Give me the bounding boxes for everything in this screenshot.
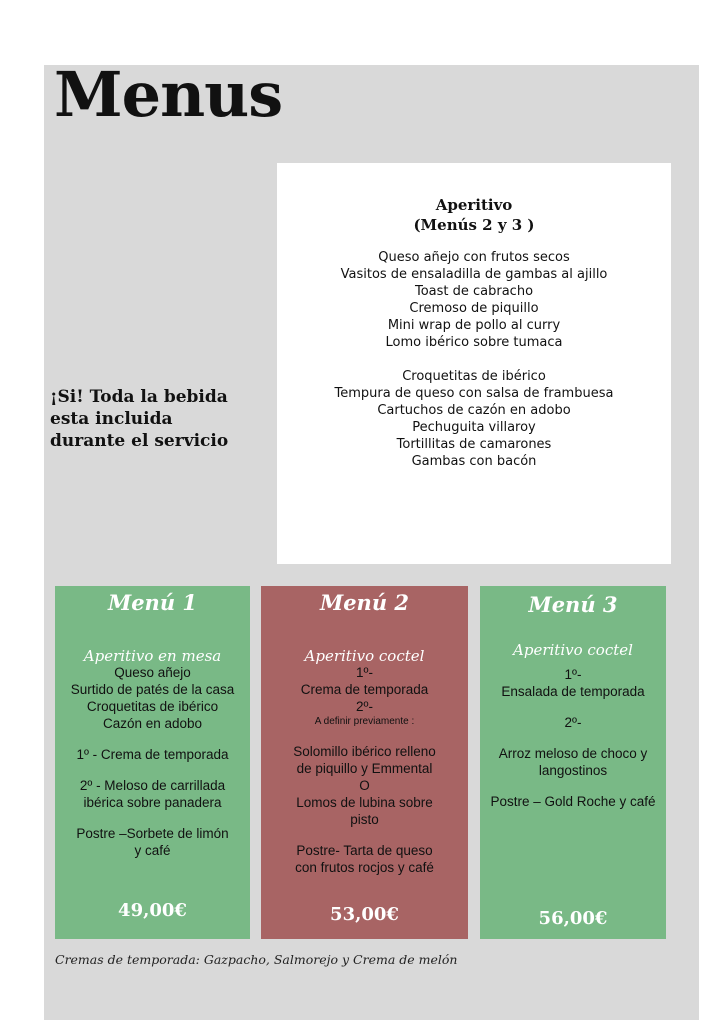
menu-line: 1º - Crema de temporada	[76, 747, 229, 762]
menu-spacer	[261, 828, 468, 842]
menu-card-body	[261, 664, 468, 876]
menu-spacer	[55, 732, 250, 746]
menu-line: Crema de temporada	[300, 682, 429, 697]
menu-card-3	[480, 586, 666, 939]
menu-line: Postre – Gold Roche y café	[490, 794, 656, 809]
footnote: Cremas de temporada: Gazpacho, Salmorejo y Crema de melón	[55, 952, 458, 967]
menu-line: Arroz meloso de choco y	[498, 746, 648, 761]
aperitivo-item: Mini wrap de pollo al curry	[387, 318, 561, 333]
menu-spacer	[261, 729, 468, 743]
menu-line: 2º - Meloso de carrillada	[79, 778, 226, 793]
menu-spacer	[480, 731, 666, 745]
menu-line: Cazón en adobo	[102, 716, 203, 731]
aperitivo-spacer	[277, 351, 671, 368]
menu-card-2	[261, 586, 468, 939]
menu-line: Surtido de patés de la casa	[70, 682, 235, 697]
menu-line: ibérica sobre panadera	[83, 795, 222, 810]
menu-card-subtitle: Aperitivo en mesa	[83, 647, 222, 665]
menu-line: de piquillo y Emmental	[296, 761, 433, 776]
aperitivo-item: Lomo ibérico sobre tumaca	[385, 335, 563, 350]
aperitivo-item: Queso añejo con frutos secos	[378, 250, 570, 265]
menu-line: 1º-	[564, 667, 582, 682]
menu-line: Croquetitas de ibérico	[86, 699, 219, 714]
menu-line: A definir previamente :	[314, 716, 415, 727]
menu-line: O	[359, 778, 370, 793]
menu-line: Queso añejo	[114, 665, 191, 680]
aperitivo-item: Tempura de queso con salsa de frambuesa	[334, 386, 614, 401]
aperitivo-heading	[277, 195, 671, 235]
menu-line: Postre –Sorbete de limón	[76, 826, 229, 841]
menu-price: 49,00€	[118, 900, 187, 921]
menu-spacer	[55, 763, 250, 777]
menu-spacer	[480, 779, 666, 793]
page-title: Menus	[54, 58, 283, 131]
menu-card-1	[55, 586, 250, 939]
menu-line: Ensalada de temporada	[501, 684, 645, 699]
menu-line: 1º-	[356, 665, 373, 680]
aperitivo-item: Cremoso de piquillo	[409, 301, 539, 316]
aperitivo-item: Toast de cabracho	[414, 284, 534, 299]
menu-card-body	[55, 664, 250, 859]
aperitivo-title: Aperitivo	[435, 196, 513, 214]
menu-line: y café	[134, 843, 171, 858]
menu-line: con frutos rocjos y café	[295, 860, 434, 875]
menu-line: Postre- Tarta de queso	[296, 843, 433, 858]
aperitivo-item: Cartuchos de cazón en adobo	[377, 403, 571, 418]
menu-price: 53,00€	[330, 904, 399, 925]
aperitivo-item: Pechuguita villaroy	[412, 420, 536, 435]
menu-card-subtitle: Aperitivo coctel	[304, 647, 425, 665]
menu-line: langostinos	[538, 763, 608, 778]
aperitivo-item: Gambas con bacón	[411, 454, 537, 469]
aperitivo-item: Vasitos de ensaladilla de gambas al ajillo	[340, 267, 608, 282]
menu-line: Solomillo ibérico relleno	[293, 744, 436, 759]
aperitivo-box	[277, 163, 671, 564]
menu-spacer	[55, 811, 250, 825]
aperitivo-item: Tortillitas de camarones	[396, 437, 552, 452]
menu-line: 2º-	[564, 715, 582, 730]
menu-line: pisto	[350, 812, 379, 827]
menu-price: 56,00€	[538, 908, 608, 929]
aperitivo-list	[277, 249, 671, 470]
menu-card-body	[480, 666, 666, 810]
menu-card-subtitle: Aperitivo coctel	[513, 641, 633, 659]
drinks-included-note: ¡Si! Toda la bebida esta incluida durante el servicio	[50, 387, 229, 451]
menu-spacer	[480, 700, 666, 714]
aperitivo-subtitle: (Menús 2 y 3 )	[413, 216, 535, 234]
menu-line: Lomos de lubina sobre	[296, 795, 433, 810]
menu-card-title: Menú 2	[319, 590, 410, 615]
menu-line: 2º-	[356, 699, 373, 714]
menu-card-title: Menú 1	[107, 590, 198, 615]
aperitivo-item: Croquetitas de ibérico	[402, 369, 546, 384]
menu-card-title: Menú 3	[528, 592, 618, 617]
